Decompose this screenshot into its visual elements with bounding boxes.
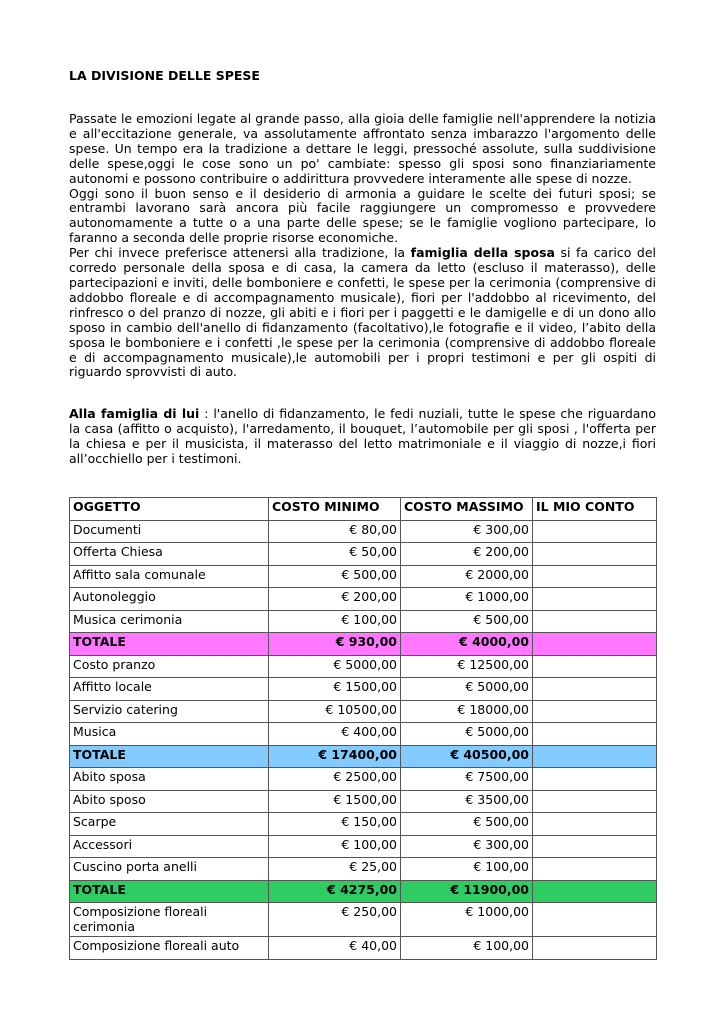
header-il-mio-conto: IL MIO CONTO [533,498,657,521]
cell-costo-massimo: € 1000,00 [401,588,533,611]
cell-oggetto: Cuscino porta anelli [70,858,269,881]
cell-costo-minimo: € 80,00 [269,520,401,543]
cell-il-mio-conto [533,655,657,678]
cell-costo-massimo: € 3500,00 [401,790,533,813]
cell-costo-minimo: € 930,00 [269,633,401,656]
table-row [70,588,657,611]
cell-oggetto: Affitto locale [70,678,269,701]
cell-oggetto: TOTALE [70,745,269,768]
cell-il-mio-conto [533,633,657,656]
cell-costo-minimo: € 100,00 [269,835,401,858]
table-row [70,790,657,813]
famiglia-lui-text: : l'anello di fidanzamento, le fedi nuziali, tutte le spese che riguardano la casa (affitto o acquisto), l'arredamento, il bouquet, l’automobile per gli sposi , l'offerta per la chiesa e per il musicista, il materasso del letto matrimoniale e il viaggio di nozze,i fiori all’occhiello per i testimoni. [69,406,656,466]
cell-il-mio-conto [533,745,657,768]
cell-oggetto: Musica [70,723,269,746]
cell-oggetto: Scarpe [70,813,269,836]
cell-costo-massimo: € 4000,00 [401,633,533,656]
cell-costo-massimo: € 1000,00 [401,903,533,937]
cell-costo-minimo: € 5000,00 [269,655,401,678]
cell-costo-minimo: € 400,00 [269,723,401,746]
table-total-row [70,745,657,768]
cell-costo-massimo: € 7500,00 [401,768,533,791]
table-row [70,903,657,937]
table-row [70,700,657,723]
cell-il-mio-conto [533,588,657,611]
cell-costo-minimo: € 25,00 [269,858,401,881]
cell-oggetto: Autonoleggio [70,588,269,611]
expense-table-body [70,520,657,959]
cell-il-mio-conto [533,520,657,543]
cell-il-mio-conto [533,565,657,588]
cell-costo-massimo: € 12500,00 [401,655,533,678]
cell-il-mio-conto [533,858,657,881]
cell-costo-massimo: € 5000,00 [401,678,533,701]
cell-costo-minimo: € 200,00 [269,588,401,611]
table-row [70,678,657,701]
cell-il-mio-conto [533,768,657,791]
table-total-row [70,880,657,903]
cell-il-mio-conto [533,543,657,566]
table-row [70,543,657,566]
expense-table [69,497,657,960]
table-row [70,937,657,960]
cell-il-mio-conto [533,813,657,836]
cell-costo-minimo: € 100,00 [269,610,401,633]
cell-oggetto: Documenti [70,520,269,543]
table-row [70,520,657,543]
cell-costo-massimo: € 40500,00 [401,745,533,768]
cell-costo-massimo: € 300,00 [401,835,533,858]
intro-section [69,112,656,380]
table-row [70,655,657,678]
cell-oggetto: Musica cerimonia [70,610,269,633]
table-row [70,768,657,791]
cell-costo-minimo: € 40,00 [269,937,401,960]
intro-paragraph-2: Oggi sono il buon senso e il desiderio di armonia a guidare le scelte dei futuri sposi; se entrambi lavorano sarà ancora più facile raggiungere un compromesso e provvedere autonomamente a tutte o a una parte delle spese; se le famiglie vogliono partecipare, lo faranno a seconda delle proprie risorse economiche. [69,185,656,246]
famiglia-lui-section [69,407,656,467]
cell-il-mio-conto [533,723,657,746]
cell-oggetto: TOTALE [70,880,269,903]
cell-costo-massimo: € 200,00 [401,543,533,566]
cell-costo-minimo: € 500,00 [269,565,401,588]
cell-il-mio-conto [533,610,657,633]
cell-costo-massimo: € 11900,00 [401,880,533,903]
intro-paragraph-1: Passate le emozioni legate al grande passo, alla gioia delle famiglie nell'apprendere la notizia e all'eccitazione generale, va assolutamente affrontato senza imbarazzo l'argomento delle spese. Un tempo era la tradizione a dettare le leggi, pressoché assolute, sulla suddivisione delle spese,oggi le cose sono un po' cambiate: spesso gli sposi sono finanziariamente autonomi e possono contribuire o addirittura provvedere interamente alle spese di nozze. [69,111,656,186]
cell-costo-massimo: € 500,00 [401,610,533,633]
cell-oggetto: Costo pranzo [70,655,269,678]
table-row [70,835,657,858]
cell-costo-minimo: € 1500,00 [269,790,401,813]
cell-il-mio-conto [533,678,657,701]
cell-costo-massimo: € 2000,00 [401,565,533,588]
cell-costo-massimo: € 300,00 [401,520,533,543]
famiglia-lui-paragraph [69,407,656,467]
table-row [70,813,657,836]
cell-oggetto: Composizione floreali cerimonia [70,903,269,937]
table-row [70,610,657,633]
document-title: LA DIVISIONE DELLE SPESE [69,68,260,83]
cell-costo-minimo: € 4275,00 [269,880,401,903]
cell-costo-minimo: € 2500,00 [269,768,401,791]
cell-oggetto: TOTALE [70,633,269,656]
cell-oggetto: Servizio catering [70,700,269,723]
table-row [70,723,657,746]
intro-paragraph-3-body: si fa carico del corredo personale della sposa e di casa, la camera da letto (escluso il materasso), delle partecipazioni e inviti, delle bomboniere e confetti, le spese per la cerimonia (comprensive di addobbo floreale e di accompagnamento musicale), fiori per l'addobbo al ricevimento, del rinfresco o del pranzo di nozze, gli abiti e i fiori per i paggetti e le damigelle e di un dono allo sposo in cambio dell'anello di fidanzamento (facoltativo),le fotografie e il video, l’abito della sposa le bomboniere e i confetti ,le spese per la cerimonia (comprensive di addobbo floreale e di accompagnamento musicale),le automobili per i propri testimoni e per gli ospiti di riguardo sprovvisti di auto. [69,245,656,380]
cell-costo-minimo: € 10500,00 [269,700,401,723]
cell-oggetto: Offerta Chiesa [70,543,269,566]
header-costo-minimo: COSTO MINIMO [269,498,401,521]
cell-il-mio-conto [533,903,657,937]
cell-costo-minimo: € 50,00 [269,543,401,566]
cell-costo-minimo: € 17400,00 [269,745,401,768]
cell-costo-massimo: € 100,00 [401,937,533,960]
cell-costo-minimo: € 1500,00 [269,678,401,701]
header-costo-massimo: COSTO MASSIMO [401,498,533,521]
cell-il-mio-conto [533,880,657,903]
famiglia-sposa-label: famiglia della sposa [410,245,555,261]
cell-costo-massimo: € 5000,00 [401,723,533,746]
cell-costo-minimo: € 250,00 [269,903,401,937]
table-header-row [70,498,657,521]
cell-oggetto: Abito sposa [70,768,269,791]
cell-oggetto: Abito sposo [70,790,269,813]
intro-paragraph-3-lead: Per chi invece preferisce attenersi alla tradizione, la [69,245,411,261]
cell-oggetto: Composizione floreali auto [70,937,269,960]
table-row [70,858,657,881]
cell-oggetto: Accessori [70,835,269,858]
cell-costo-massimo: € 500,00 [401,813,533,836]
cell-costo-massimo: € 100,00 [401,858,533,881]
cell-costo-minimo: € 150,00 [269,813,401,836]
cell-il-mio-conto [533,937,657,960]
cell-costo-massimo: € 18000,00 [401,700,533,723]
cell-il-mio-conto [533,835,657,858]
cell-oggetto: Affitto sala comunale [70,565,269,588]
table-row [70,565,657,588]
cell-il-mio-conto [533,700,657,723]
intro-paragraph-3 [69,246,656,380]
cell-il-mio-conto [533,790,657,813]
header-oggetto: OGGETTO [70,498,269,521]
famiglia-lui-label: Alla famiglia di lui [69,406,200,421]
table-total-row [70,633,657,656]
